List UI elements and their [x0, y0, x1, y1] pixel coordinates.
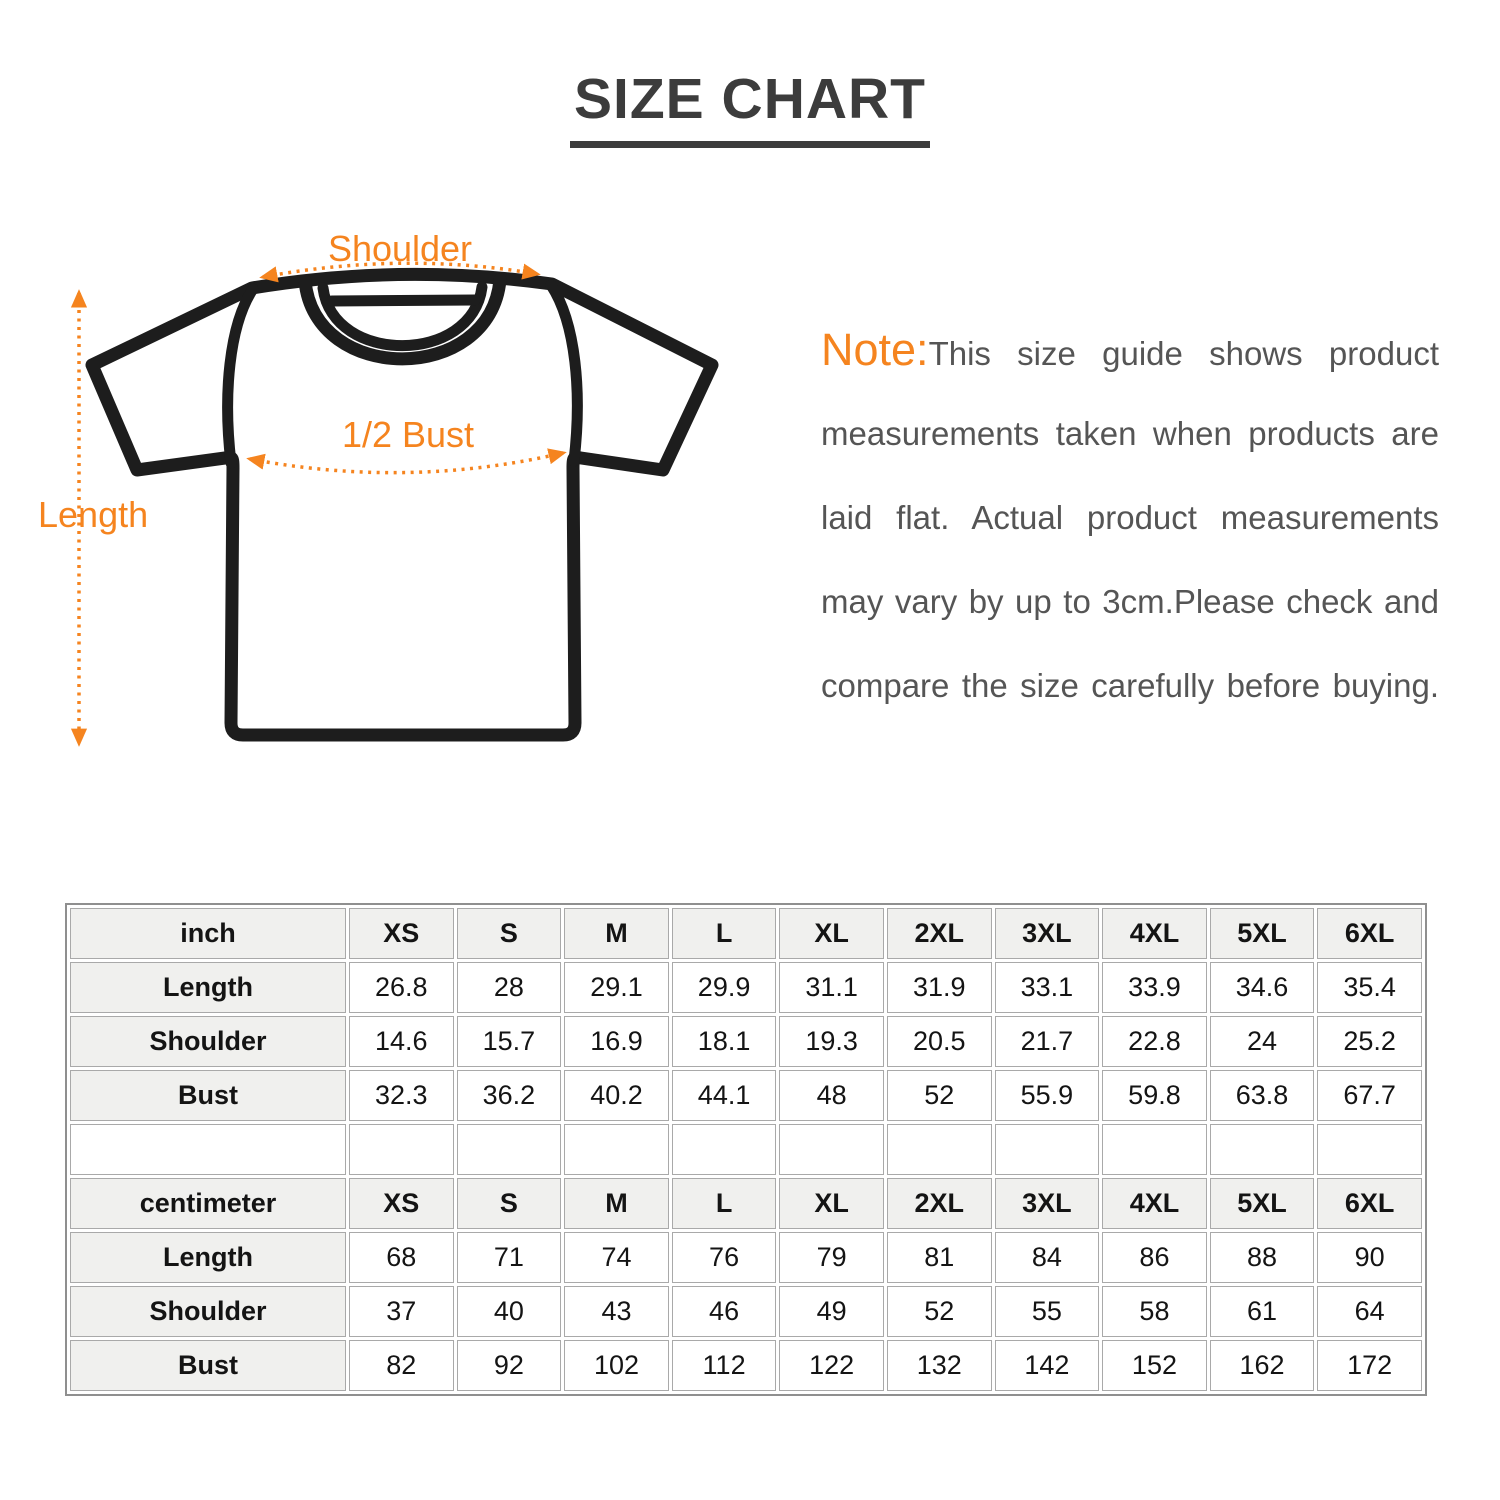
- value-cell: 81: [887, 1232, 992, 1283]
- value-cell: 25.2: [1317, 1016, 1422, 1067]
- value-cell: 48: [779, 1070, 884, 1121]
- measurement-row: [70, 1016, 1422, 1067]
- note-line: [821, 308, 1439, 392]
- value-cell: 122: [779, 1340, 884, 1391]
- spacer-cell: [672, 1124, 777, 1175]
- size-cell: XL: [779, 1178, 884, 1229]
- spacer-cell: [1317, 1124, 1422, 1175]
- value-cell: 31.9: [887, 962, 992, 1013]
- value-cell: 92: [457, 1340, 562, 1391]
- value-cell: 24: [1210, 1016, 1315, 1067]
- value-cell: 102: [564, 1340, 669, 1391]
- value-cell: 19.3: [779, 1016, 884, 1067]
- value-cell: 59.8: [1102, 1070, 1207, 1121]
- value-cell: 152: [1102, 1340, 1207, 1391]
- size-cell: 6XL: [1317, 908, 1422, 959]
- size-cell: 2XL: [887, 1178, 992, 1229]
- size-cell: XL: [779, 908, 884, 959]
- size-cell: XS: [349, 908, 454, 959]
- spacer-cell: [995, 1124, 1100, 1175]
- title-wrap: [0, 66, 1500, 148]
- row-label-cell: Shoulder: [70, 1286, 346, 1337]
- value-cell: 28: [457, 962, 562, 1013]
- size-cell: S: [457, 908, 562, 959]
- size-cell: L: [672, 908, 777, 959]
- note-line: laid flat. Actual product measurements: [821, 499, 1439, 536]
- spacer-cell: [1210, 1124, 1315, 1175]
- value-cell: 86: [1102, 1232, 1207, 1283]
- value-cell: 68: [349, 1232, 454, 1283]
- size-header-row: [70, 908, 1422, 959]
- value-cell: 18.1: [672, 1016, 777, 1067]
- row-label-cell: Length: [70, 962, 346, 1013]
- size-cell: 6XL: [1317, 1178, 1422, 1229]
- size-cell: L: [672, 1178, 777, 1229]
- unit-cell: inch: [70, 908, 346, 959]
- note-prefix: Note:: [821, 324, 929, 375]
- value-cell: 21.7: [995, 1016, 1100, 1067]
- value-cell: 76: [672, 1232, 777, 1283]
- spacer-row: [70, 1124, 1422, 1175]
- measurement-row: [70, 1070, 1422, 1121]
- value-cell: 52: [887, 1070, 992, 1121]
- value-cell: 35.4: [1317, 962, 1422, 1013]
- value-cell: 44.1: [672, 1070, 777, 1121]
- size-cell: XS: [349, 1178, 454, 1229]
- size-table-wrap: [65, 903, 1427, 1396]
- size-diagram: [20, 225, 780, 770]
- note-section: [821, 308, 1439, 728]
- value-cell: 84: [995, 1232, 1100, 1283]
- value-cell: 63.8: [1210, 1070, 1315, 1121]
- value-cell: 55.9: [995, 1070, 1100, 1121]
- value-cell: 61: [1210, 1286, 1315, 1337]
- measurement-row: [70, 1286, 1422, 1337]
- value-cell: 20.5: [887, 1016, 992, 1067]
- value-cell: 82: [349, 1340, 454, 1391]
- size-cell: 4XL: [1102, 908, 1207, 959]
- value-cell: 40: [457, 1286, 562, 1337]
- value-cell: 26.8: [349, 962, 454, 1013]
- value-cell: 74: [564, 1232, 669, 1283]
- value-cell: 112: [672, 1340, 777, 1391]
- value-cell: 29.1: [564, 962, 669, 1013]
- size-cell: 3XL: [995, 1178, 1100, 1229]
- size-cell: M: [564, 908, 669, 959]
- size-table: [65, 903, 1427, 1396]
- spacer-cell: [457, 1124, 562, 1175]
- size-cell: 5XL: [1210, 1178, 1315, 1229]
- value-cell: 79: [779, 1232, 884, 1283]
- measurement-row: [70, 1232, 1422, 1283]
- spacer-cell: [779, 1124, 884, 1175]
- size-cell: 2XL: [887, 908, 992, 959]
- value-cell: 58: [1102, 1286, 1207, 1337]
- value-cell: 31.1: [779, 962, 884, 1013]
- value-cell: 71: [457, 1232, 562, 1283]
- note-line: measurements taken when products are: [821, 415, 1439, 452]
- value-cell: 46: [672, 1286, 777, 1337]
- size-cell: 4XL: [1102, 1178, 1207, 1229]
- size-header-row: [70, 1178, 1422, 1229]
- value-cell: 90: [1317, 1232, 1422, 1283]
- tshirt-graphic: [92, 274, 712, 735]
- value-cell: 16.9: [564, 1016, 669, 1067]
- value-cell: 34.6: [1210, 962, 1315, 1013]
- spacer-cell: [564, 1124, 669, 1175]
- unit-cell: centimeter: [70, 1178, 346, 1229]
- value-cell: 55: [995, 1286, 1100, 1337]
- value-cell: 36.2: [457, 1070, 562, 1121]
- note-line: may vary by up to 3cm.Please check and: [821, 583, 1439, 620]
- value-cell: 43: [564, 1286, 669, 1337]
- value-cell: 142: [995, 1340, 1100, 1391]
- value-cell: 32.3: [349, 1070, 454, 1121]
- row-label-cell: Shoulder: [70, 1016, 346, 1067]
- note-line-text: This size guide shows product: [928, 335, 1439, 372]
- spacer-cell: [887, 1124, 992, 1175]
- measurement-row: [70, 1340, 1422, 1391]
- spacer-cell: [349, 1124, 454, 1175]
- size-table-body: [70, 908, 1422, 1391]
- shoulder-label: Shoulder: [327, 228, 473, 269]
- value-cell: 40.2: [564, 1070, 669, 1121]
- value-cell: 88: [1210, 1232, 1315, 1283]
- value-cell: 37: [349, 1286, 454, 1337]
- measurement-row: [70, 962, 1422, 1013]
- bust-label: 1/2 Bust: [341, 414, 475, 455]
- value-cell: 64: [1317, 1286, 1422, 1337]
- value-cell: 52: [887, 1286, 992, 1337]
- value-cell: 33.9: [1102, 962, 1207, 1013]
- row-label-cell: Bust: [70, 1070, 346, 1121]
- value-cell: 14.6: [349, 1016, 454, 1067]
- value-cell: 132: [887, 1340, 992, 1391]
- value-cell: 22.8: [1102, 1016, 1207, 1067]
- size-cell: M: [564, 1178, 669, 1229]
- value-cell: 15.7: [457, 1016, 562, 1067]
- size-cell: S: [457, 1178, 562, 1229]
- value-cell: 29.9: [672, 962, 777, 1013]
- page-title: SIZE CHART: [570, 66, 930, 148]
- size-cell: 3XL: [995, 908, 1100, 959]
- row-label-cell: Bust: [70, 1340, 346, 1391]
- size-cell: 5XL: [1210, 908, 1315, 959]
- value-cell: 172: [1317, 1340, 1422, 1391]
- length-label: Length: [38, 494, 149, 535]
- spacer-cell: [1102, 1124, 1207, 1175]
- value-cell: 49: [779, 1286, 884, 1337]
- spacer-cell: [70, 1124, 346, 1175]
- note-line: compare the size carefully before buying.: [821, 667, 1439, 704]
- row-label-cell: Length: [70, 1232, 346, 1283]
- value-cell: 162: [1210, 1340, 1315, 1391]
- value-cell: 33.1: [995, 962, 1100, 1013]
- value-cell: 67.7: [1317, 1070, 1422, 1121]
